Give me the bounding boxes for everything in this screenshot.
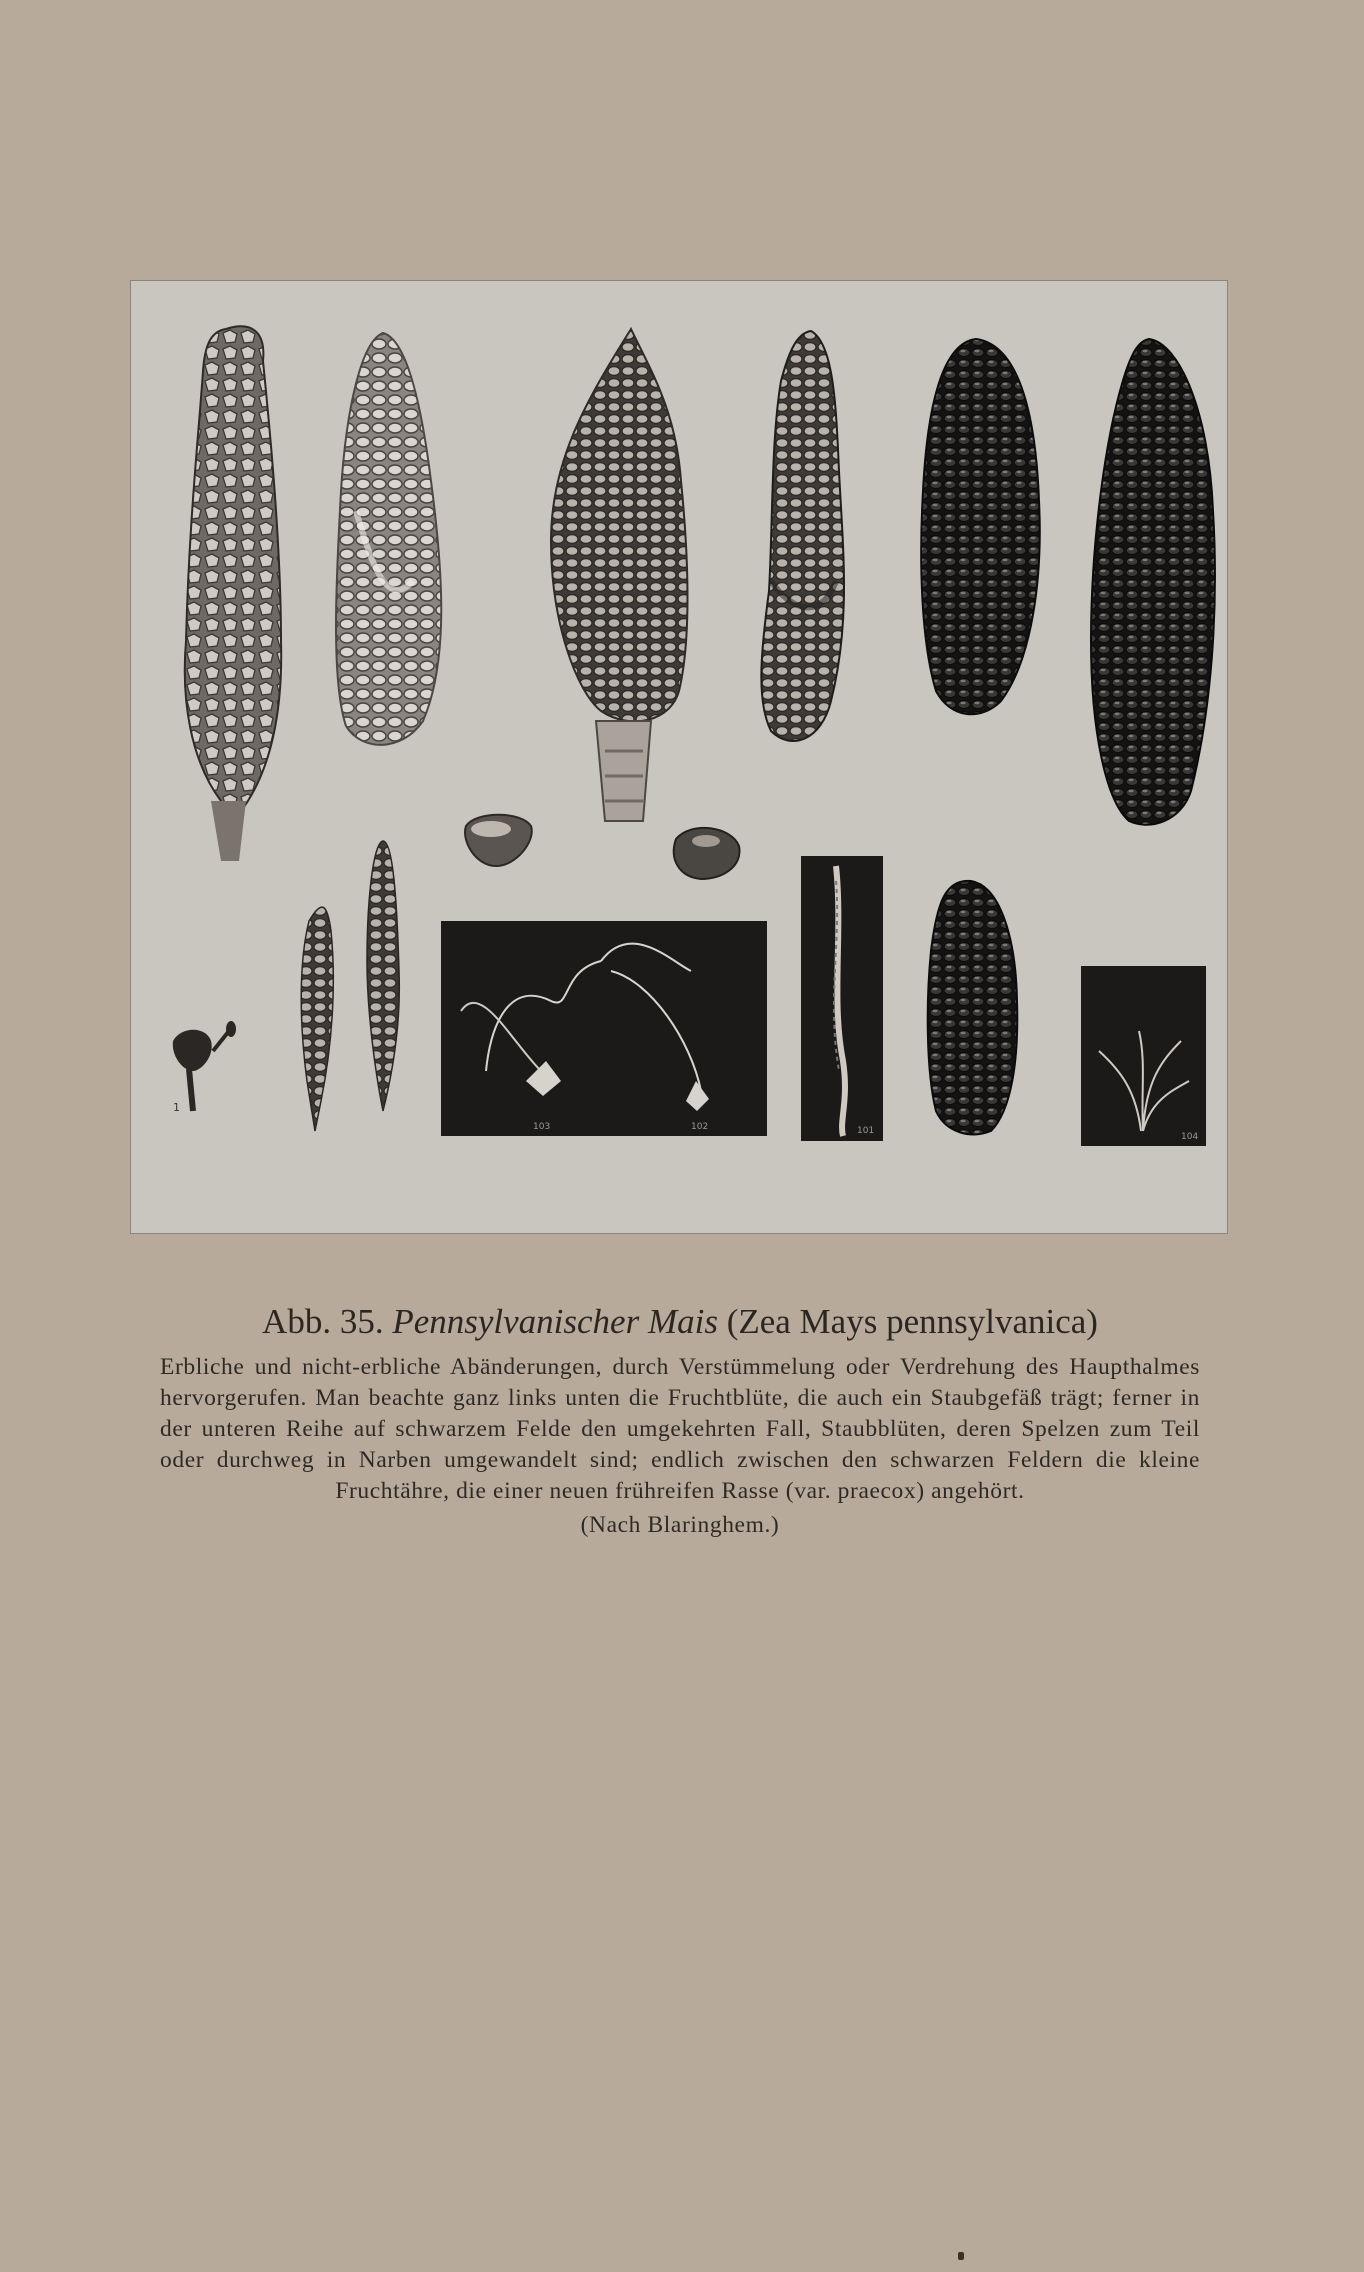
panel-number-103: 103: [533, 1122, 551, 1132]
maize-photograph: [131, 281, 1227, 1233]
panel-number-102: 102: [691, 1122, 709, 1132]
small-fruit-ear-praecox: [928, 881, 1018, 1135]
figure-title-latin: (Zea Mays pennsylvanica): [726, 1302, 1098, 1341]
figure-caption: [160, 1300, 1200, 1541]
caption-title: [160, 1300, 1200, 1344]
loose-kernel-right: [674, 828, 740, 879]
maize-ear-3: [551, 329, 688, 821]
maize-ear-5: [921, 339, 1040, 714]
fruit-flower-specimen: [173, 1021, 236, 1114]
figure-photo-plate: [130, 280, 1228, 1234]
panel-number-104: 104: [1181, 1132, 1199, 1142]
tassel-spike-2: [367, 841, 399, 1111]
maize-ear-4: [761, 331, 844, 741]
caption-body: Erbliche und nicht-erbliche Abänderungen, durch Verstümmelung oder Verdrehung des Haupthalmes hervorgerufen. Man beachte ganz links unten die Fruchtblüte, die auch ein Staubgefäß trägt; ferner in der unteren Reihe auf schwarzem Felde den umgekehrten Fall, Staubblüten, deren Spelzen zum Teil oder durchweg in Narben umgewandelt sind; endlich zwischen den schwarzen Feldern die kleine Fruchtähre, die einer neuen frühreifen Rasse (var. praecox) angehört.: [160, 1354, 1200, 1504]
dark-field-panel-stalk: [801, 856, 883, 1141]
figure-title-italic: Pennsylvanischer Mais: [392, 1302, 718, 1341]
panel-number-1: 1: [173, 1101, 180, 1114]
maize-ear-1: [185, 326, 281, 861]
tassel-spike-1: [301, 907, 333, 1131]
maize-ear-2: [336, 333, 441, 745]
figure-label: Abb. 35.: [262, 1302, 384, 1341]
page-speck: [958, 2252, 964, 2260]
panel-number-101: 101: [857, 1126, 875, 1136]
caption-credit: (Nach Blaringhem.): [580, 1512, 780, 1538]
dark-field-panel-seedlings: [441, 921, 767, 1136]
dark-field-panel-tassel: [1081, 966, 1206, 1146]
maize-ear-6: [1091, 339, 1215, 825]
loose-kernel-left: [465, 815, 532, 866]
